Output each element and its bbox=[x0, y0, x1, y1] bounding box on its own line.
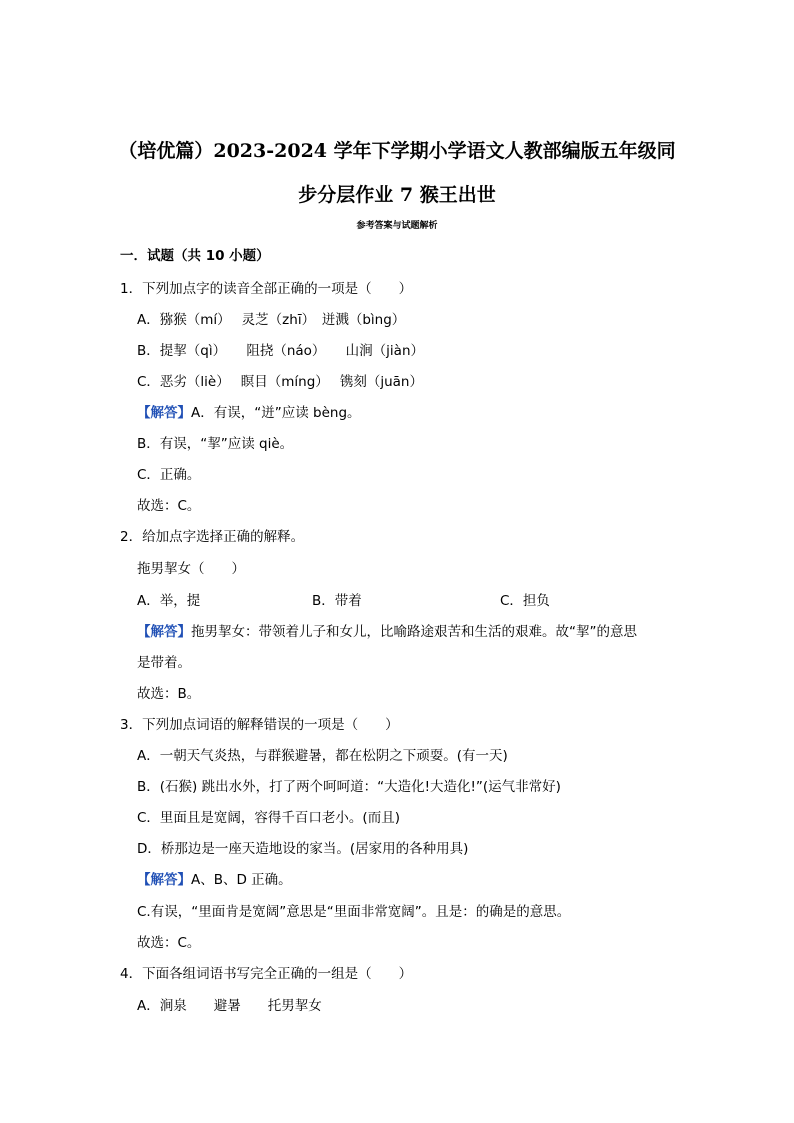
q3-answer-text: A、B、D 正确。 bbox=[191, 872, 292, 888]
answer-tag: 【解答】 bbox=[137, 872, 191, 888]
q2-option-a: A．举，提 bbox=[137, 593, 201, 609]
q1-answer-b: B．有误，“挈”应读 qiè。 bbox=[137, 436, 294, 452]
q2-stem: 2．给加点字选择正确的解释。 bbox=[120, 529, 305, 545]
q1-stem: 1．下列加点字的读音全部正确的一项是（ ） bbox=[120, 281, 413, 297]
answer-tag: 【解答】 bbox=[137, 624, 191, 640]
q3-option-d: D．桥那边是一座天造地设的家当。(居家用的各种用具) bbox=[137, 841, 469, 857]
q4-stem: 4．下面各组词语书写完全正确的一组是（ ） bbox=[120, 966, 413, 982]
q4-option-a: A．涧泉 避暑 托男挈女 bbox=[137, 998, 322, 1014]
q1-answer-c: C．正确。 bbox=[137, 467, 201, 483]
doc-title-line2: 步分层作业 7 猴王出世 bbox=[298, 184, 496, 206]
q2-answer-cont: 是带着。 bbox=[137, 655, 191, 671]
q3-option-b: B．(石猴) 跳出水外，打了两个呵呵道：“大造化!大造化!”(运气非常好) bbox=[137, 779, 561, 795]
q3-answer bbox=[137, 871, 292, 889]
section-heading: 一．试题（共 10 小题） bbox=[120, 248, 270, 264]
q3-stem: 3．下列加点词语的解释错误的一项是（ ） bbox=[120, 717, 399, 733]
q2-option-b: B．带着 bbox=[312, 593, 362, 609]
q1-option-b: B．提挈（qì） 阻挠（náo） 山涧（jiàn） bbox=[137, 343, 424, 359]
q2-answer-text: 拖男挈女：带领着儿子和女儿，比喻路途艰苦和生活的艰难。故“挈”的意思 bbox=[191, 624, 637, 640]
answer-tag: 【解答】 bbox=[137, 405, 191, 421]
q1-option-c: C．恶劣（liè） 瞑目（míng） 镌刻（juān） bbox=[137, 374, 423, 390]
q2-answer bbox=[137, 623, 637, 641]
q1-answer-text: A．有误，“迸”应读 bèng。 bbox=[191, 405, 361, 421]
q1-choice: 故选：C。 bbox=[137, 498, 201, 514]
doc-subtitle: 参考答案与试题解析 bbox=[356, 221, 438, 231]
q3-choice: 故选：C。 bbox=[137, 935, 201, 951]
q1-answer bbox=[137, 404, 361, 422]
q2-choice: 故选：B。 bbox=[137, 686, 201, 702]
q2-phrase: 拖男挈女（ ） bbox=[137, 561, 245, 577]
q1-option-a: A．猕猴（mí） 灵芝（zhī） 迸溅（bìng） bbox=[137, 312, 406, 328]
q3-option-c: C．里面且是宽阔，容得千百口老小。(而且) bbox=[137, 810, 400, 826]
q3-option-a: A．一朝天气炎热，与群猴避暑，都在松阴之下顽耍。(有一天) bbox=[137, 748, 508, 764]
q3-answer-c: C.有误，“里面肯是宽阔”意思是“里面非常宽阔”。且是：的确是的意思。 bbox=[137, 904, 571, 920]
doc-title-line1: （培优篇）2023-2024 学年下学期小学语文人教部编版五年级同 bbox=[118, 140, 676, 162]
q2-option-c: C．担负 bbox=[500, 593, 550, 609]
